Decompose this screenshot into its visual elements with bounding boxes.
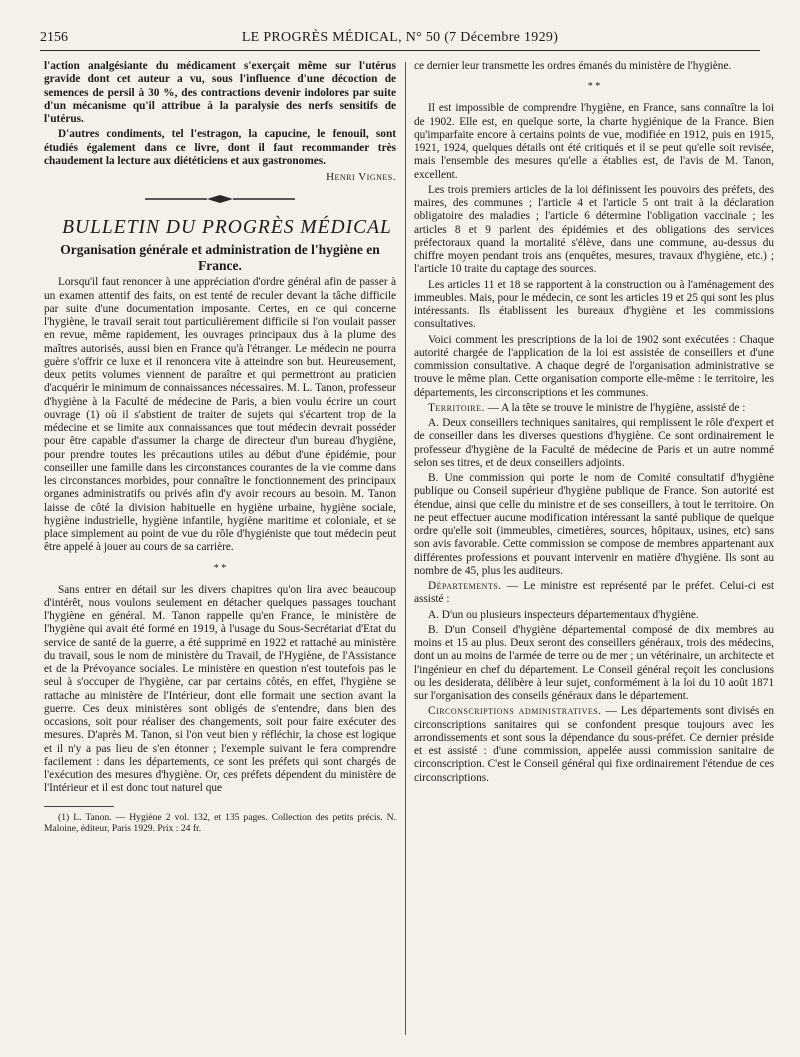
- subsection-label: Territoire.: [428, 401, 485, 414]
- page-header: [40, 28, 760, 51]
- section-break: * *: [213, 562, 227, 574]
- column-divider: [405, 62, 406, 1035]
- page-number: 2156: [40, 30, 68, 45]
- body-paragraph: B. D'un Conseil d'hygiène départemental composé de dix membres au moins et 15 au plus. Deux seront des conseillers généraux, trois des médecins, dont un au moins de l'armée de terre ou de mer ; un vétérinaire, un architecte et l'ingénieur en chef du département. Le Conseil général reçoit les conclusions ou les desiderata, délibère à leur sujet, conformément à la loi du 10 août 1871 sur l'organisation des conseils généraux dans le département.: [414, 623, 774, 702]
- ornament-divider: [145, 194, 295, 204]
- departments-paragraph: Départements. — Le ministre est représenté par le préfet. Celui-ci est assisté :: [414, 580, 774, 606]
- body-paragraph: Les articles 11 et 18 se rapportent à la construction ou à l'aménagement des immeubles. Mais, pour le médecin, ce sont les articles 19 et 25 qui sont les plus intéressants. Ils établissent les bureaux d'hygiène et les commissions consultatives.: [414, 278, 774, 331]
- article-continuation: l'action analgésiante du médicament s'exerçait même sur l'utérus gravide dont cet auteur a vu, sous l'influence d'une décoction de semences de persil à 30 %, des contractions devenir indolores par suite d'un mécanisme qu'il attribue à la paralysie des nerfs sensitifs de l'utérus.: [44, 60, 396, 125]
- territory-paragraph: Territoire. — A la tête se trouve le ministre de l'hygiène, assisté de :: [428, 401, 746, 414]
- section-break: * *: [587, 81, 601, 93]
- left-column: [44, 60, 396, 1037]
- body-paragraph: A. D'un ou plusieurs inspecteurs départementaux d'hygiène.: [428, 608, 699, 621]
- journal-title: LE PROGRÈS MÉDICAL, N° 50 (7 Décembre 1929): [241, 30, 559, 45]
- body-paragraph: Les trois premiers articles de la loi définissent les pouvoirs des préfets, des maires, des communes ; l'article 4 et l'article 5 ont trait à la déclaration obligatoire des maladies ; l'article 6 détermine l'obligation vaccinale ; les articles 8 et 9 parlent des épidémies et des obligations des services préfectoraux quand la mortalité s'élève, dans une commune, au-dessus du chiffre moyen pendant trois ans (enquêtes, mesures, travaux d'hygiène, etc.) ; l'article 10 traite du captage des sources.: [414, 183, 774, 276]
- body-paragraph: B. Une commission qui porte le nom de Comité consultatif d'hygiène publique ou Conseil supérieur d'hygiène publique de France. Son autorité est étendue, ainsi que celle du ministre et de ses conseillers, à tout le territoire. On ne peut effectuer aucune modification intéressant la santé publique de quelque ordre qu'elle soit (immeubles, cimetières, sources, hôpitaux, usines, etc) sans son avis favorable. Cette commission se compose de membres appartenant aux différentes professions et pouvant intervenir en matière d'hygiène. Ils sont au nombre de 45, plus les auditeurs.: [414, 472, 774, 577]
- body-paragraph: Lorsqu'il faut renoncer à une appréciation d'ordre général afin de passer à un examen attentif des faits, on est tenté de reculer devant la tâche difficile par suite d'une documentation imposante. Certes, en ce qui concerne l'hygiène, le travail serait tout particulièrement difficile si l'on voulait passer en revue, même rapidement, les ouvrages principaux dus à la plume des maîtres autorisés, aussi bien en France qu'à l'étranger. Le médecin ne pourra guère s'offrir ce luxe et il renoncera vite à atteindre son but. Heureusement, deux petits volumes viennent de paraître et qui permettront au praticien d'acquérir le minimum de connaissances nécessaires. M. L. Tanon, professeur d'hygiène à la Faculté de médecine de Paris, a bien voulu écrire un court ouvrage (1) où il s'abstient de traiter de sujets qui s'écartent trop de la médecine et se limite aux connaissances que tout médecin devrait posséder pour être capable d'assumer la charge de directeur d'un bureau d'hygiène, pour prendre toutes les précautions utiles au début d'une épidémie, pour conseiller une famille dans les circonstances courantes de la vie comme dans les circonstances morbides, pour connaître le fonctionnement des principaux organes administratifs ou privés afin d'y avoir recours au besoin. M. Tanon laisse de côté la division habituelle en hygiène urbaine, hygiène sociale, hygiène industrielle, hygiène infantile, hygiène maritime et coloniale, et se place simplement au point de vue du rôle d'hygiéniste que tout médecin peut être appelé à jouer au cours de sa carrière.: [44, 276, 396, 554]
- section-heading: BULLETIN DU PROGRÈS MÉDICAL: [62, 217, 392, 239]
- footnote: (1) L. Tanon. — Hygiène 2 vol. 132, et 135 pages. Collection des petits précis. N. Maloine, éditeur, Paris 1929. Prix : 24 fr.: [44, 811, 396, 834]
- subsection-label: Départements.: [428, 580, 502, 592]
- body-paragraph: Voici comment les prescriptions de la loi de 1902 sont exécutées : Chaque autorité chargée de l'application de la loi est assistée de conseillers et d'une commission consultative. A chaque degré de l'organisation administrative se trouve le même plan. Cette organisation comporte elle-même : le territoire, les départements, les circonscriptions et les communes.: [414, 333, 774, 399]
- article-title: Organisation générale et administration de l'hygiène en France.: [60, 242, 380, 274]
- body-paragraph: ce dernier leur transmette les ordres émanés du ministère de l'hygiène.: [414, 60, 732, 72]
- right-column: [414, 60, 774, 1037]
- body-paragraph: A. Deux conseillers techniques sanitaires, qui remplissent le rôle d'expert et de conseiller dans les diverses questions d'hygiène. Ce sont ordinairement le professeur d'hygiène de la Faculté de médecine de Paris et un autre nommé selon ses titres, et de deux conseillers adjoints.: [414, 417, 774, 469]
- footnote-rule: [44, 806, 114, 807]
- review-paragraph: D'autres condiments, tel l'estragon, la capucine, le fenouil, sont étudiés également dans ce livre, dont il faut recommander très chaudement la lecture aux diététiciens et aux gastronomes.: [44, 128, 396, 167]
- body-paragraph: Il est impossible de comprendre l'hygiène, en France, sans connaître la loi de 1902. Elle est, en quelque sorte, la charte hygiénique de la France. Bien qu'imparfaite encore à certains points de vue, modifiée en 1912, puis en 1915, 1921, 1924, quelques détails ont été critiqués et il se peut qu'elle soit revisée, mais l'ensemble des mesures qu'elle a établies est, de l'avis de M. Tanon, excellent.: [414, 102, 774, 181]
- author-signature: Henri Vignes.: [326, 171, 396, 183]
- subsection-label: Circonscriptions administratives.: [428, 705, 602, 718]
- circonscriptions-paragraph: Circonscriptions administratives. — Les départements sont divisés en circonscriptions sanitaires qui se confondent presque toujours avec les arrondissements et sont sous la dépendance du sous-préfet. Ce dernier préside et est assisté : d'une commission, appelée aussi commission sanitaire de circonscription. C'est le Conseil général qui fixe ordinairement l'étendue de ces circonscriptions.: [414, 705, 774, 784]
- body-paragraph: Sans entrer en détail sur les divers chapitres qu'on lira avec beaucoup d'intérêt, nous voulons seulement en détacher quelques passages touchant l'hygiène en général. M. Tanon rappelle qu'en France, le ministère de l'hygiène qui avait été formé en 1919, à l'usage du Sous-Secrétariat d'Etat du service de santé de la guerre, a été supprimé en 1922 et rattaché au ministère du travail, sous le nom de ministère du Travail, de l'Hygiène, de l'Assistance et de la Prévoyance sociales. Le ministère en question n'est toutefois pas le seul à s'occuper de l'hygiène, car par certains côtés, en effet, l'hygiène se rattache au ministère de l'Intérieur, dont elle formait une section avant la guerre. Ces deux ministères sont obligés de s'entendre, dans bien des occasions, soit pour réaliser des changements, soit pour faire exécuter des mesures. D'après M. Tanon, si l'on veut bien y réfléchir, la chose est logique et il n'y a pas lieu de s'en étonner ; l'exemple suivant le fera comprendre facilement : dans les départements, ce sont les préfets qui sont chargés de l'exécution des mesures d'hygiène. Or, ces préfets dépendent du ministère de l'Intérieur et il est donc tout naturel que: [44, 583, 396, 795]
